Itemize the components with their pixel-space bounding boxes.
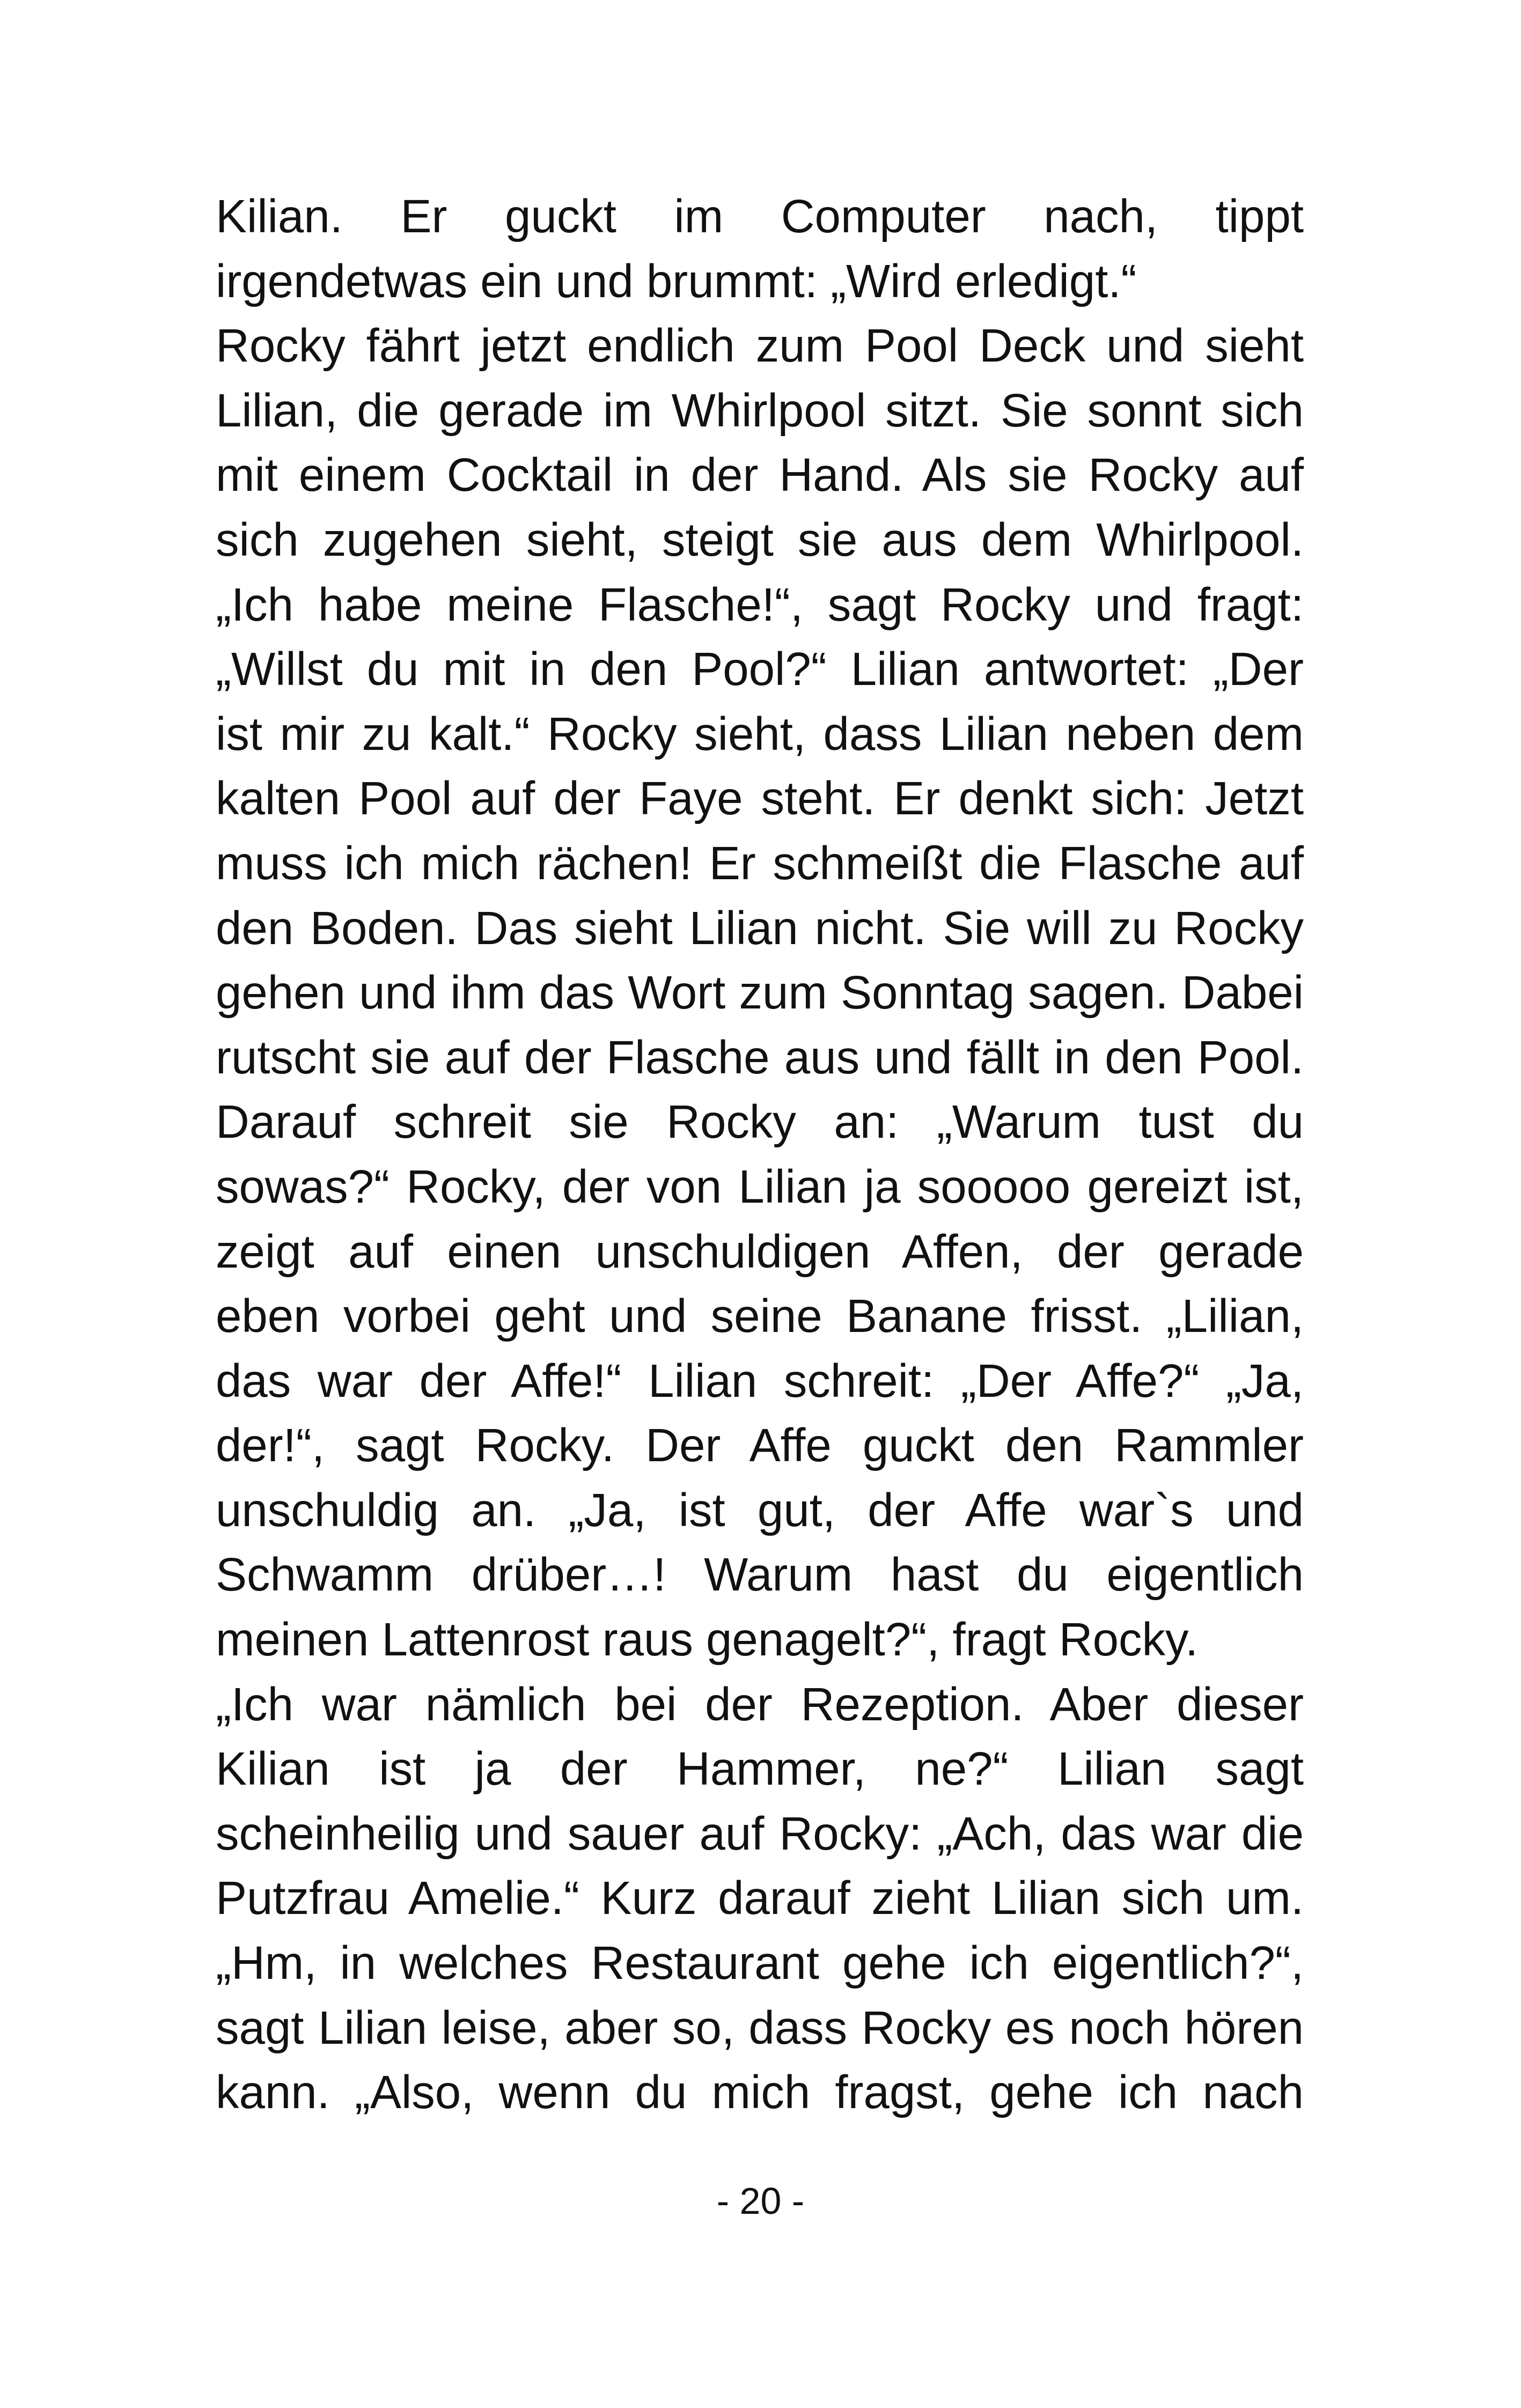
body-text bbox=[216, 185, 1304, 2125]
text-line: den Boden. Das sieht Lilian nicht. Sie will zu Rocky bbox=[216, 902, 1304, 954]
text-line: der!“, sagt Rocky. Der Affe guckt den Rammler bbox=[216, 1419, 1304, 1472]
text-line: sich zugehen sieht, steigt sie aus dem Whirlpool. bbox=[216, 513, 1304, 566]
text-line: kann. „Also, wenn du mich fragst, gehe ich nach bbox=[216, 2066, 1304, 2119]
text-line: Lilian, die gerade im Whirlpool sitzt. Sie sonnt sich bbox=[216, 384, 1304, 437]
text-line: Kilian ist ja der Hammer, ne?“ Lilian sagt bbox=[216, 1743, 1304, 1795]
text-line: mit einem Cocktail in der Hand. Als sie Rocky auf bbox=[216, 449, 1304, 502]
text-line: „Willst du mit in den Pool?“ Lilian antwortet: „Der bbox=[216, 643, 1304, 696]
text-line: muss ich mich rächen! Er schmeißt die Flasche auf bbox=[216, 837, 1304, 889]
text-line: irgendetwas ein und brummt: „Wird erledigt.“ bbox=[216, 255, 1137, 307]
text-line: „Ich war nämlich bei der Rezeption. Aber dieser bbox=[216, 1678, 1304, 1730]
text-line: sowas?“ Rocky, der von Lilian ja sooooo gereizt ist, bbox=[216, 1160, 1304, 1213]
text-line: kalten Pool auf der Faye steht. Er denkt sich: Jetzt bbox=[216, 772, 1304, 825]
text-line: sagt Lilian leise, aber so, dass Rocky es noch hören bbox=[216, 2001, 1304, 2054]
text-line: eben vorbei geht und seine Banane frisst. „Lilian, bbox=[216, 1290, 1304, 1343]
text-line: zeigt auf einen unschuldigen Affen, der gerade bbox=[216, 1225, 1304, 1278]
page-number: - 20 - bbox=[716, 2180, 805, 2222]
text-line: Schwamm drüber…! Warum hast du eigentlich bbox=[216, 1549, 1304, 1601]
text-line: das war der Affe!“ Lilian schreit: „Der Affe?“ „Ja, bbox=[216, 1354, 1304, 1407]
text-line: scheinheilig und sauer auf Rocky: „Ach, das war die bbox=[216, 1807, 1304, 1860]
text-line: „Ich habe meine Flasche!“, sagt Rocky und fragt: bbox=[216, 578, 1304, 631]
text-line: Putzfrau Amelie.“ Kurz darauf zieht Lilian sich um. bbox=[216, 1872, 1304, 1925]
text-line: rutscht sie auf der Flasche aus und fällt in den Pool. bbox=[216, 1031, 1304, 1084]
text-line: Rocky fährt jetzt endlich zum Pool Deck und sieht bbox=[216, 320, 1304, 372]
text-line: meinen Lattenrost raus genagelt?“, fragt Rocky. bbox=[216, 1614, 1199, 1666]
text-line: ist mir zu kalt.“ Rocky sieht, dass Lilian neben dem bbox=[216, 708, 1304, 760]
text-line: gehen und ihm das Wort zum Sonntag sagen. Dabei bbox=[216, 967, 1304, 1019]
text-line: unschuldig an. „Ja, ist gut, der Affe war`s und bbox=[216, 1484, 1304, 1536]
text-line: „Hm, in welches Restaurant gehe ich eigentlich?“, bbox=[216, 1937, 1304, 1990]
text-line: Kilian. Er guckt im Computer nach, tippt bbox=[216, 190, 1304, 242]
text-line: Darauf schreit sie Rocky an: „Warum tust du bbox=[216, 1096, 1304, 1148]
